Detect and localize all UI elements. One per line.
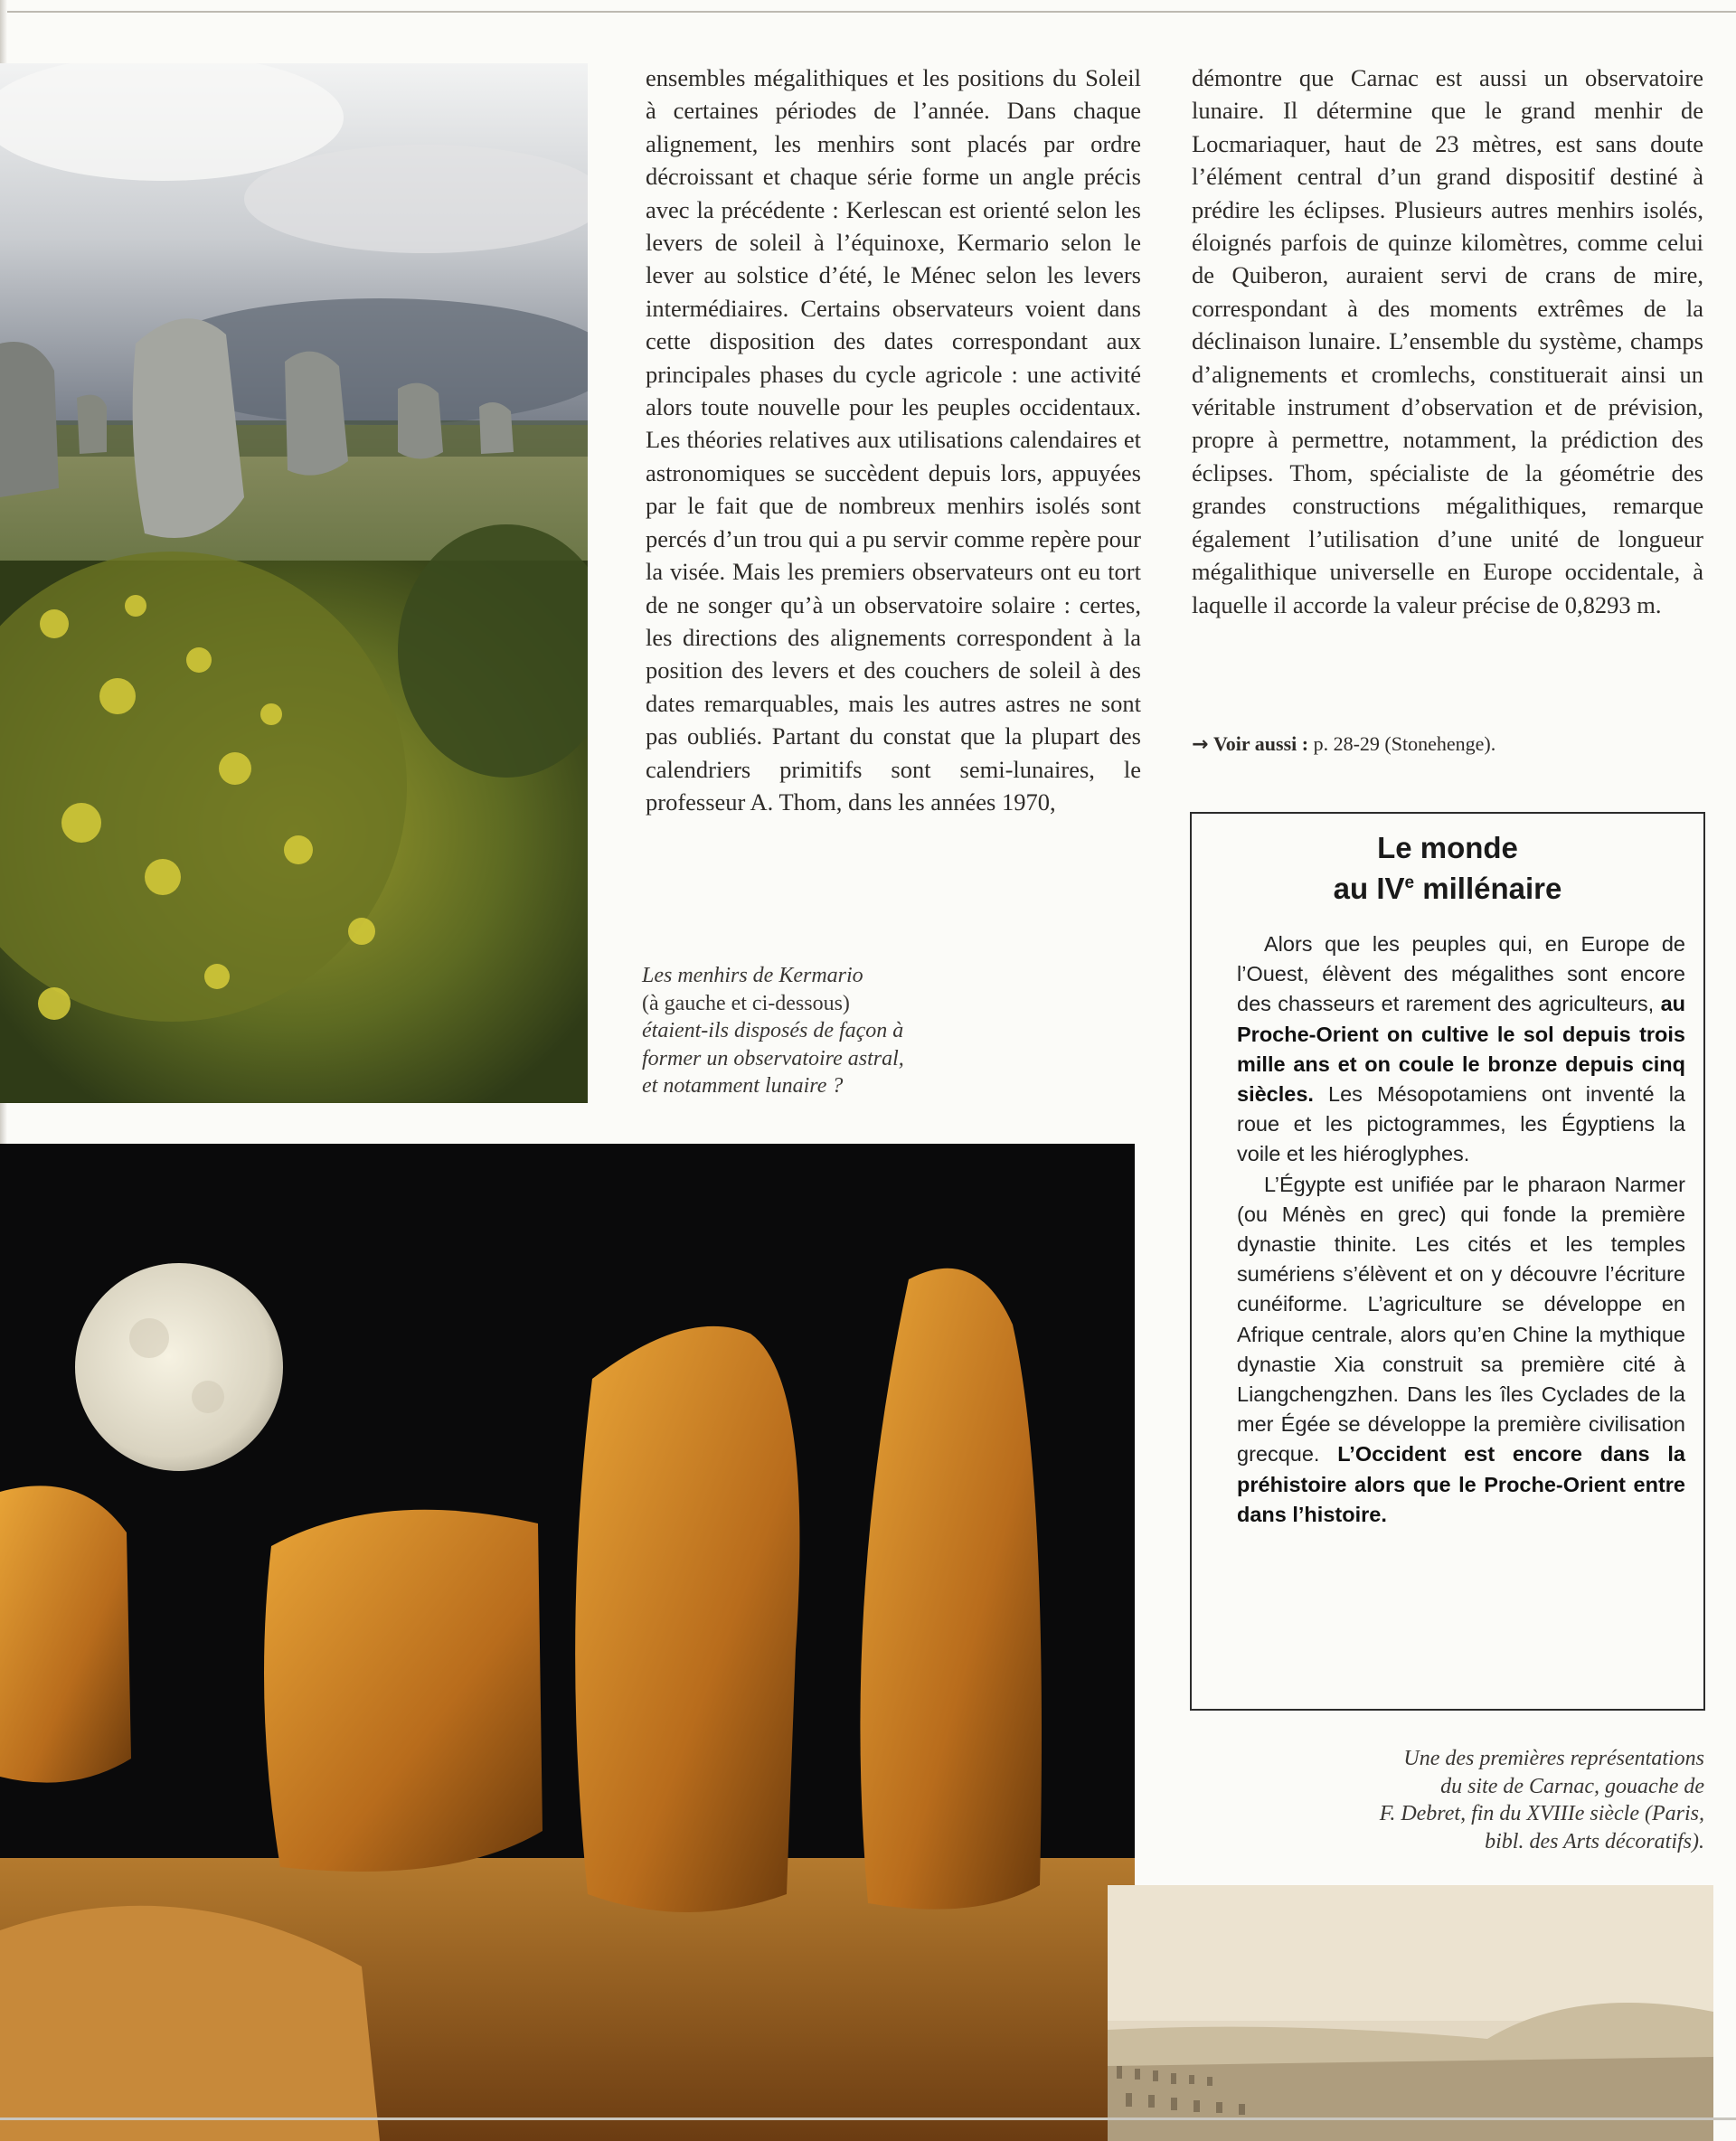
article-column-middle — [646, 61, 1141, 818]
caption-line: du site de Carnac, gouache de — [1440, 1774, 1704, 1798]
sidebox-paragraph-1 — [1237, 929, 1685, 1170]
caption-gouache — [1302, 1745, 1704, 1855]
see-also-link[interactable]: p. 28-29 (Stonehenge). — [1308, 732, 1496, 755]
sidebox-title — [1192, 830, 1703, 906]
sidebox-fourth-millennium — [1190, 812, 1705, 1711]
photo-kermario-menhirs — [0, 63, 588, 1103]
caption-line: former un observatoire astral, — [642, 1046, 904, 1070]
text-run: L’Égypte est unifiée par le pharaon Narmer (ou Ménès en grec) qui fonde la première dynastie thinite. Les cités et les temples sumériens s’élèvent et on y découvre l’écriture cunéiforme. L’agriculture se développe en Afrique centrale, alors qu’en Chine la mythique dynastie Xia construit sa première cité à Liangchengzhen. Dans les îles Cyclades de la mer Égée se développe la première civilisation grecque. — [1237, 1172, 1685, 1467]
photo-menhirs-full-moon — [0, 1144, 1135, 2141]
arrow-right-icon: → — [1192, 733, 1209, 756]
title-part: au IV — [1333, 872, 1405, 905]
article-paragraph: démontre que Carnac est aussi un observatoire lunaire. Il détermine que le grand menhir de Locmariaquer, haut de 23 mètres, est sans doute l’élément central d’un grand dispositif destiné à prédire les éclipses. Plusieurs autres menhirs isolés, éloignés parfois de quinze kilomètres, comme celui de Quiberon, auraient servi de crans de mire, correspondant à des moments extrêmes de la déclinaison lunaire. L’ensemble du système, champs d’alignements et cromlechs, constituerait ainsi un véritable instrument d’observation et de prévision, propre à permettre, notamment, la prédiction des éclipses. Thom, spécialiste de la géométrie des grandes constructions mégalithiques, remarque également l’utilisation d’une unité de longueur mégalithique universelle en Europe occidentale, à laquelle il accorde la valeur précise de 0,8293 m. — [1192, 64, 1703, 618]
text-run: Les Mésopotamiens ont inventé la roue et les pictogrammes, les Égyptiens la voile et les hiéroglyphes. — [1237, 1082, 1685, 1166]
caption-line: Une des premières représentations — [1403, 1747, 1704, 1770]
caption-line: étaient-ils disposés de façon à — [642, 1019, 904, 1042]
article-paragraph: ensembles mégalithiques et les positions du Soleil à certaines périodes de l’année. Dans chaque alignement, les menhirs sont placés par ordre décroissant et chaque série forme un angle précis avec la précédente : Kerlescan est orienté selon les levers de soleil à l’équinoxe, Kermario selon le lever au solstice d’été, le Ménec selon les levers intermédiaires. Certains observateurs voient dans cette disposition des dates correspondant aux principales phases du cycle agricole : une activité alors toute nouvelle pour les peuples occidentaux. Les théories relatives aux utilisations calendaires et astronomiques se succèdent depuis lors, appuyées par le fait que de nombreux menhirs isolés sont percés d’un trou qui a pu servir comme repère pour la visée. Mais les premiers observateurs ont eu tort de ne songer qu’à un observatoire solaire : certes, les directions des alignements correspondent à la position des levers et des couchers de soleil à des dates remarquables, mais les autres astres ne sont pas oubliés. Partant du constat que la plupart des calendriers primitifs sont semi-lunaires, le professeur A. Thom, dans les années 1970, — [646, 64, 1141, 816]
title-part: millénaire — [1414, 872, 1562, 905]
bottom-rule — [0, 2117, 1736, 2120]
top-rule — [0, 11, 1736, 13]
caption-line: bibl. des Arts décoratifs). — [1485, 1829, 1704, 1853]
sidebox-title-line2 — [1192, 865, 1703, 906]
article-column-right — [1192, 61, 1703, 621]
see-also-label: Voir aussi : — [1212, 732, 1309, 755]
caption-line: et notamment lunaire ? — [642, 1074, 844, 1098]
text-run: Alors que les peuples qui, en Europe de l’Ouest, élèvent des mégalithes sont encore des chasseurs et rarement des agriculteurs, — [1237, 932, 1685, 1016]
image-gouache-carnac — [1108, 1885, 1713, 2141]
bold-text-run: au Proche-Orient on cultive le sol depuis trois mille ans et on coule le bronze depuis cinq siècles. — [1237, 992, 1685, 1107]
sidebox-title-line1: Le monde — [1377, 831, 1518, 864]
caption-line: Les menhirs de Kermario — [642, 964, 863, 987]
caption-line: F. Debret, fin du XVIIIe siècle (Paris, — [1379, 1802, 1704, 1825]
bold-text-run: L’Occident est encore dans la préhistoire alors que le Proche-Orient entre dans l’histoire. — [1237, 1442, 1686, 1526]
title-superscript: e — [1404, 873, 1415, 892]
sidebox-paragraph-2 — [1237, 1170, 1685, 1530]
caption-kermario — [642, 962, 967, 1100]
sidebox-body — [1192, 929, 1703, 1530]
see-also-reference — [1192, 731, 1495, 759]
caption-line: (à gauche et ci-dessous) — [642, 991, 850, 1015]
